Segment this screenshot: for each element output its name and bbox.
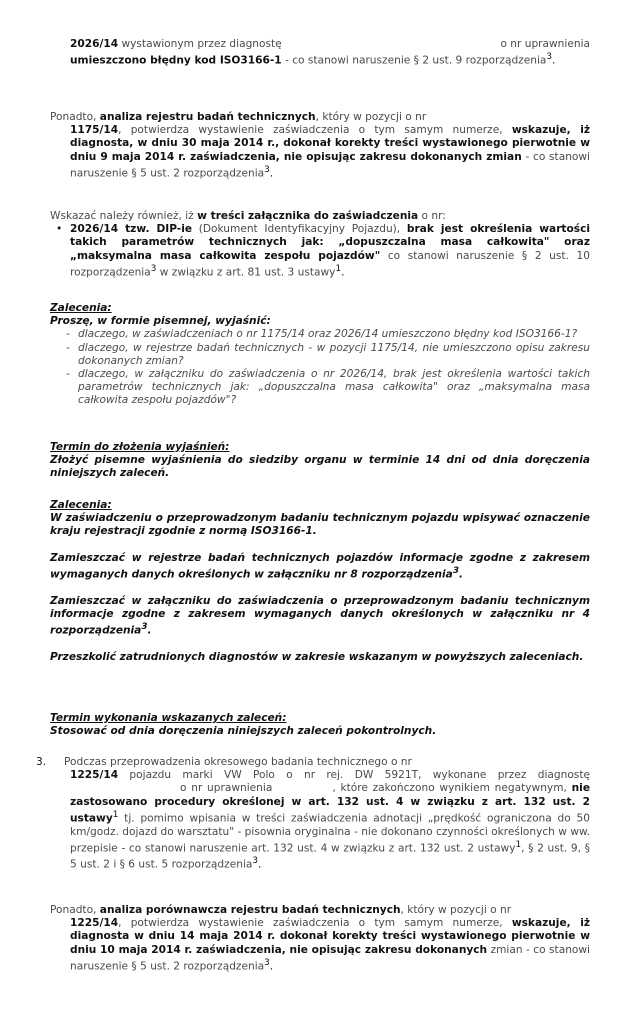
- zalecenia-wyjasnienia: [50, 302, 590, 408]
- list-item: - dlaczego, w zaświadczeniach o nr 1175/14 oraz 2026/14 umieszczono błędny kod ISO3166-1?: [64, 328, 590, 341]
- footnote-ref: 1: [515, 839, 522, 850]
- text-fragment: .: [458, 568, 463, 581]
- violation-text: nie zastosowano procedury określonej w art. 132 ust. 4 w związku z art. 132 ust. 2 ustawy: [70, 782, 590, 825]
- text-fragment: wystawionym przez diagnostę: [118, 38, 282, 50]
- text-fragment: Zamieszczać w załączniku do zaświadczenia o przeprowadzonym badaniu technicznym informacje zgodne z zakresem wymaganych danych określonych w załączniku nr 4 rozporządzenia: [50, 594, 590, 637]
- section-heading: Termin wykonania wskazanych zaleceń:: [50, 712, 287, 724]
- footnote-ref: 1: [112, 809, 119, 820]
- termin-wykonania: [50, 712, 590, 738]
- footnote-ref: 3: [264, 957, 270, 968]
- zalecenia-list: [50, 499, 590, 664]
- text-fragment: co stanowi naruszenie § 2 ust. 10 rozporządzenia: [70, 249, 590, 279]
- text-fragment: analiza rejestru badań technicznych: [99, 111, 316, 123]
- item-number: 3.: [36, 756, 47, 768]
- recommendation-text: W zaświadczeniu o przeprowadzonym badaniu technicznym pojazdu wpisywać oznaczenie kraju rejestracji zgodnie z normą ISO3166-1.: [50, 512, 590, 538]
- text-fragment: , który w pozycji o nr: [400, 904, 512, 916]
- text-fragment: .: [147, 624, 152, 637]
- question-list: [50, 328, 590, 407]
- list-item: - dlaczego, w załączniku do zaświadczenia o nr 2026/14, brak jest określenia wartości takich parametrów technicznych jak: „dopuszczalna masa całkowita" oraz „maksymalna masa całkowita zespołu pojazdów"?: [64, 368, 590, 408]
- section-heading: Zalecenia:: [50, 302, 112, 314]
- certificate-number: 2026/14: [70, 38, 119, 50]
- paragraph-item-3: [36, 756, 590, 872]
- text-fragment: Ponadto,: [50, 904, 100, 916]
- recommendation-text: [50, 595, 590, 638]
- footnote-ref: 3: [452, 565, 459, 576]
- text-fragment: rozporządzenia: [465, 54, 547, 67]
- footnote-ref: 3: [150, 263, 157, 274]
- register-number: 1225/14: [70, 917, 119, 930]
- text-fragment: - co stanowi naruszenie § 2 ust. 9: [281, 54, 463, 67]
- section-lead: Proszę, w formie pisemnej, wyjaśnić:: [50, 315, 271, 328]
- violation-text: wskazuje, iż diagnosta, w dniu 30 maja 2014 r., dokonał korekty treści wystawionego pierwotnie w dniu 9 maja 2014 r. zaświadczenia, nie opisując zakresu dokonanych zmian: [70, 124, 590, 163]
- footnote-ref: 3: [546, 52, 553, 63]
- text-fragment: , który w pozycji o nr: [315, 111, 427, 123]
- text-fragment: Wskazać należy również, iż: [50, 210, 198, 222]
- paragraph-analiza-rejestru: [50, 111, 590, 181]
- text-fragment: , które zakończono wynikiem negatywnym,: [332, 782, 572, 795]
- text-fragment: o nr uprawnienia: [180, 782, 273, 795]
- text-fragment: .: [552, 54, 556, 67]
- text-fragment: .: [258, 859, 262, 872]
- text-fragment: Zamieszczać w rejestrze badań technicznych pojazdów informacje zgodne z zakresem wymaganych danych określonych w załączniku nr 8 rozporządzenia: [50, 551, 590, 581]
- text-fragment: (Dokument Identyfikacyjny Pojazdu),: [192, 223, 407, 236]
- recommendation-text: Przeszkolić zatrudnionych diagnostów w zakresie wskazanym w powyższych zaleceniach.: [50, 650, 584, 663]
- recommendation-text: [50, 552, 590, 582]
- text-fragment: analiza porównawcza rejestru badań technicznych: [99, 904, 401, 916]
- list-item: - dlaczego, w rejestrze badań technicznych - w pozycji 1175/14, nie umieszczono opisu zakresu dokonanych zmian?: [64, 342, 590, 368]
- register-number: 1175/14: [70, 124, 119, 137]
- footnote-ref: 3: [264, 164, 270, 175]
- text-fragment: Ponadto,: [50, 111, 100, 123]
- paragraph-zalacznik-dip: [50, 210, 590, 280]
- text-fragment: w związku z art. 81 ust. 3 ustawy: [156, 266, 336, 279]
- text-fragment: pojazdu marki VW Polo o nr rej. DW 5921T, wykonane przez diagnostę: [118, 769, 590, 782]
- text-fragment: .: [269, 960, 274, 973]
- text-fragment: .: [269, 167, 274, 180]
- certificate-number: 2026/14 tzw. DIP-ie: [70, 223, 193, 236]
- text-fragment: - co stanowi naruszenie § 5 ust. 2 rozporządzenia: [70, 150, 590, 180]
- violation-text: brak jest określenia wartości takich parametrów technicznych jak: „dopuszczalna masa całkowita" oraz „maksymalna masa całkowita zespołu pojazdów": [70, 223, 590, 262]
- text-fragment: , potwierdza wystawienie zaświadczenia o tym samym numerze,: [118, 917, 512, 930]
- termin-wyjasnien: [50, 441, 590, 481]
- text-fragment: tj. pomimo wpisania w treści zaświadczenia adnotacji „prędkość ograniczona do 50 km/godz. dojazd do warsztatu" - pisownia oryginalna - nie dokonano czynności określonych w ww. przepisie - co stanowi naruszenie art. 132 ust. 4 w związku z art. 132 ust. 2 ustawy: [70, 812, 591, 855]
- section-text: Złożyć pisemne wyjaśnienia do siedziby organu w terminie 14 dni od dnia doręczenia niniejszych zaleceń.: [50, 454, 590, 480]
- section-heading: Zalecenia:: [50, 499, 112, 511]
- text-fragment: , § 2 ust. 9, § 5 ust. 2 i § 6 ust. 5 rozporządzenia: [70, 842, 590, 872]
- violation-text: wskazuje, iż diagnosta w dniu 14 maja 2014 r. dokonał korekty treści wystawionego pierwotnie w dniu 10 maja 2014 r. zaświadczenia, nie opisując zakresu dokonanych: [70, 917, 590, 956]
- violation-text: umieszczono błędny kod ISO3166-1: [70, 54, 282, 67]
- certificate-number: 1225/14: [70, 769, 119, 782]
- text-fragment: o nr:: [418, 210, 446, 222]
- text-fragment: o nr uprawnienia: [500, 38, 590, 50]
- footnote-ref: 3: [141, 621, 148, 632]
- section-heading: Termin do złożenia wyjaśnień:: [50, 441, 230, 453]
- text-fragment: w treści załącznika do zaświadczenia: [197, 210, 419, 222]
- text-fragment: Podczas przeprowadzenia okresowego badania technicznego o nr: [64, 756, 412, 768]
- footnote-ref: 1: [335, 263, 342, 274]
- paragraph-analiza-porownawcza: [50, 904, 590, 974]
- text-fragment: , potwierdza wystawienie zaświadczenia o tym samym numerze,: [118, 124, 512, 137]
- footnote-ref: 3: [252, 856, 259, 867]
- text-fragment: .: [341, 266, 345, 279]
- text-fragment: zmian - co stanowi naruszenie § 5 ust. 2 rozporządzenia: [70, 943, 590, 973]
- section-text: Stosować od dnia doręczenia niniejszych zaleceń pokontrolnych.: [50, 725, 437, 738]
- paragraph-kod-iso: [70, 38, 590, 68]
